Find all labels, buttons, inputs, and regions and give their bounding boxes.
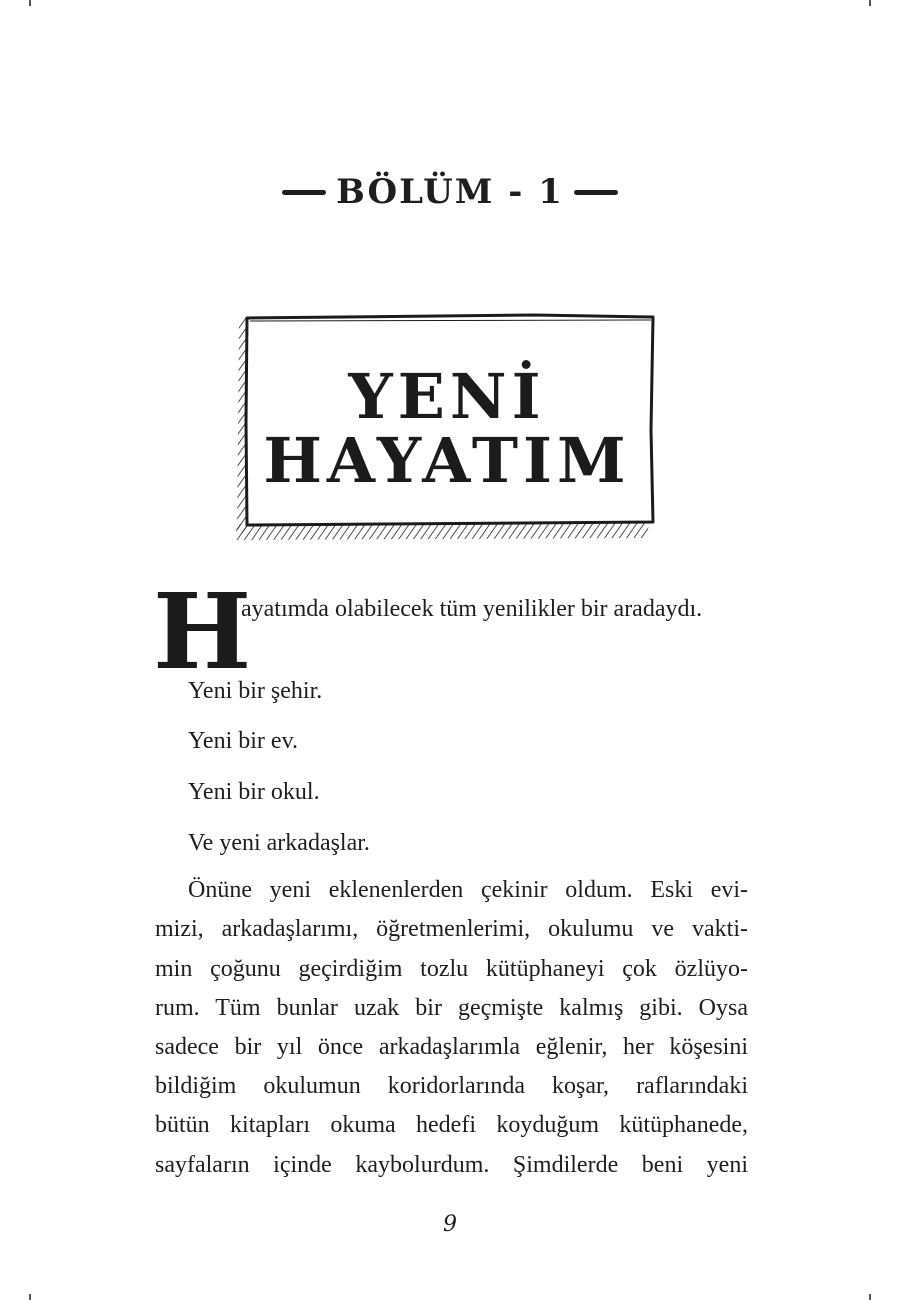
chapter-heading (0, 172, 900, 212)
paragraph-line: bütün kitapları okuma hedefi koyduğum kütüphanede, (155, 1112, 748, 1138)
crop-mark-top-left (29, 0, 31, 6)
crop-mark-top-right (869, 0, 871, 6)
drop-cap: H (153, 570, 252, 693)
paragraph-line: mizi, arkadaşlarımı, öğretmenlerimi, okulumu ve vakti- (155, 916, 748, 942)
short-line: Yeni bir şehir. (188, 678, 323, 704)
short-line: Yeni bir okul. (188, 779, 320, 805)
paragraph-line: min çoğunu geçirdiğim tozlu kütüphaneyi çok özlüyo- (155, 956, 748, 982)
chapter-left-dash (282, 190, 326, 195)
paragraph-line: Önüne yeni eklenenlerden çekinir oldum. Eski evi- (188, 877, 748, 903)
chapter-right-dash (574, 190, 618, 195)
short-line: Yeni bir ev. (188, 728, 299, 754)
paragraph-line: sayfaların içinde kaybolurdum. Şimdilerde beni yeni (155, 1152, 748, 1178)
crop-mark-bottom-right (869, 1294, 871, 1300)
title-line-1: YENİ (348, 360, 546, 433)
paragraph-line: bildiğim okulumun koridorlarında koşar, raflarındaki (155, 1073, 748, 1099)
title-line-2: HAYATIM (263, 424, 631, 497)
short-line: Ve yeni arkadaşlar. (188, 830, 370, 856)
first-line: ayatımda olabilecek tüm yenilikler bir aradaydı. (241, 596, 703, 622)
paragraph-line: rum. Tüm bunlar uzak bir geçmişte kalmış gibi. Oysa (155, 995, 748, 1021)
paragraph-line: sadece bir yıl önce arkadaşlarımla eğlenir, her köşesini (155, 1034, 748, 1060)
chapter-title-box (235, 312, 659, 542)
chapter-label: BÖLÜM - 1 (336, 172, 564, 212)
page-number: 9 (443, 1212, 457, 1237)
crop-mark-bottom-left (29, 1294, 31, 1300)
